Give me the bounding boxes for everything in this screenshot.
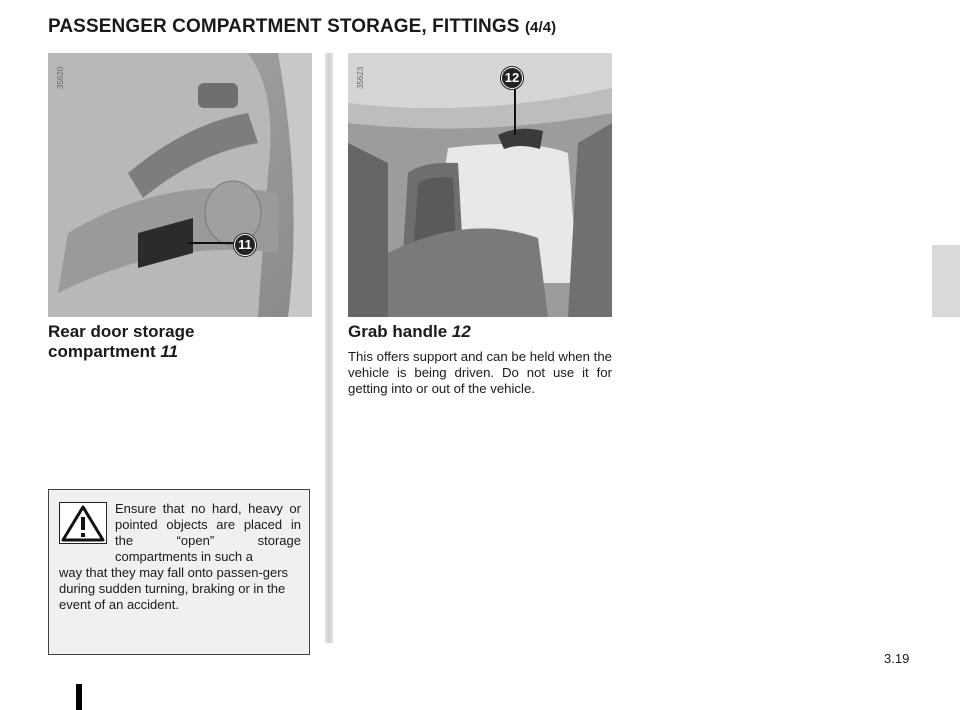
rear-door-storage-photo [48,53,312,317]
callout-12: 12 [501,67,523,89]
callout-11: 11 [234,234,256,256]
warning-text-continued: way that they may fall onto passen-gers during sudden turning, braking or in the event of an accident. [59,565,289,612]
warning-triangle-icon [59,502,107,544]
heading-number: 11 [160,342,179,361]
warning-text: Ensure that no hard, heavy or pointed objects are placed in the “open” storage compartments in such a [115,501,301,564]
chapter-tab [932,245,960,317]
grab-handle-heading [348,322,471,342]
grab-handle-illustration [348,53,612,317]
page-title-text: PASSENGER COMPARTMENT STORAGE, FITTINGS [48,16,520,37]
column-divider [325,53,333,643]
photo-reference-number: 35623 [356,66,365,89]
heading-text: Rear door storage compartment [48,322,195,361]
rear-door-storage-heading [48,322,248,362]
grab-handle-photo [348,53,612,317]
grab-handle-description: This offers support and can be held when the vehicle is being driven. Do not use it for getting into or out of the vehicle. [348,349,612,396]
page-number: 3.19 [884,651,910,666]
crop-mark [76,684,82,710]
photo-reference-number: 35620 [56,66,65,89]
page-title [48,16,556,38]
rear-door-illustration [48,53,312,317]
warning-box [48,489,310,655]
heading-number: 12 [451,322,471,341]
page-title-suffix: (4/4) [524,19,557,36]
heading-text: Grab handle [348,322,448,341]
